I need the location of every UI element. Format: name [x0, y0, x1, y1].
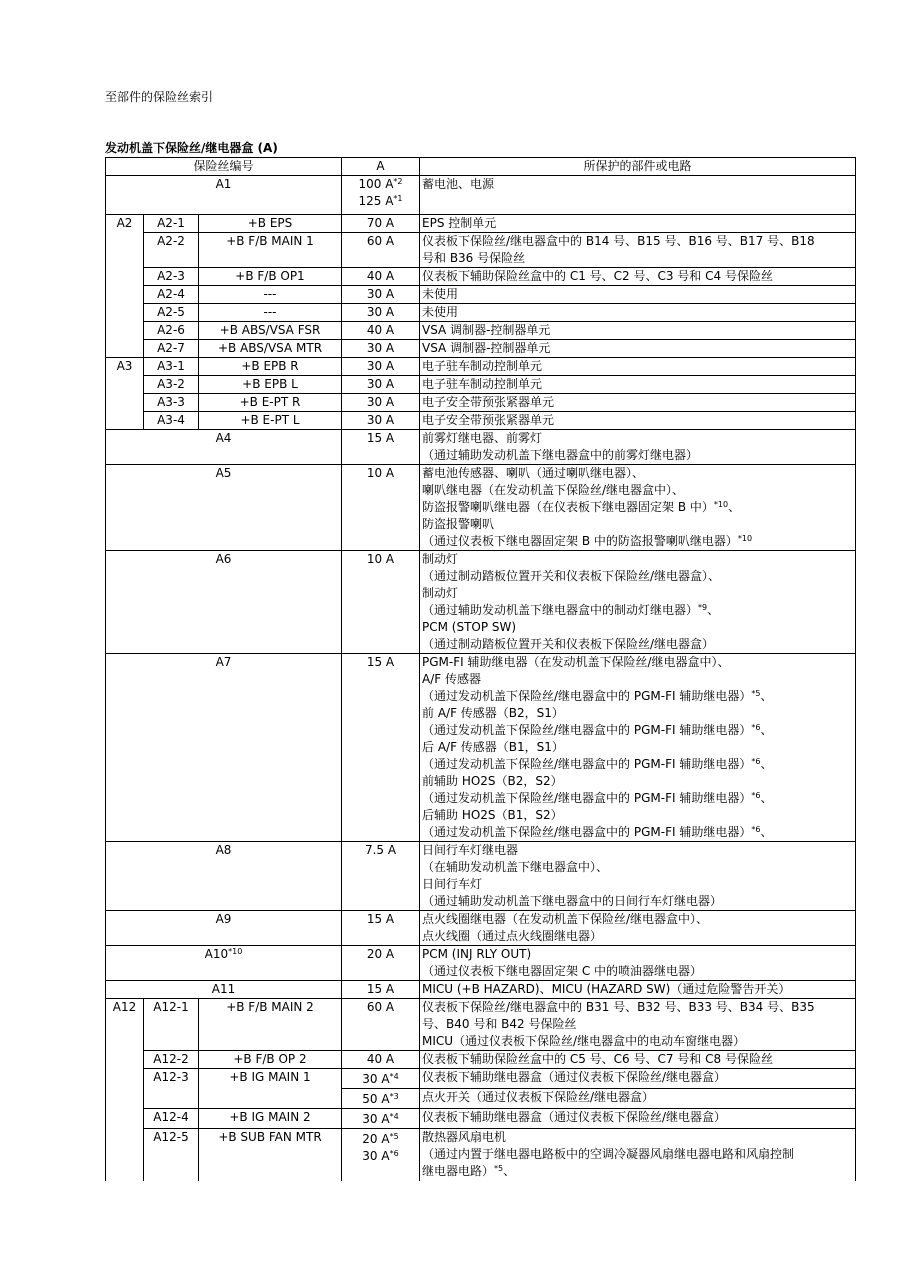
- fuse-name: +B F/B MAIN 2: [199, 999, 342, 1051]
- fuse-name: +B SUB FAN MTR: [199, 1129, 342, 1182]
- sub-fuse-id: A2-2: [144, 233, 199, 268]
- amp-cell: 15 A: [342, 654, 420, 842]
- sub-fuse-id: A2-1: [144, 215, 199, 233]
- fuse-name: +B F/B OP 2: [199, 1051, 342, 1069]
- amp-cell: 70 A: [342, 215, 420, 233]
- fuse-name: ---: [199, 304, 342, 322]
- header-row: [106, 158, 856, 176]
- table-row: [106, 999, 856, 1051]
- table-row: [106, 430, 856, 465]
- circuit-cell: 仪表板下辅助保险丝盒中的 C5 号、C6 号、C7 号和 C8 号保险丝: [420, 1051, 856, 1069]
- circuit-cell: 仪表板下辅助继电器盒（通过仪表板下保险丝/继电器盒）: [420, 1109, 856, 1129]
- circuit-cell: 制动灯 （通过制动踏板位置开关和仪表板下保险丝/继电器盒）、 制动灯 （通过辅助发动机盖下继电器盒中的制动灯继电器）$^{*9}$、 PCM (STOP SW) （通过制动踏板位置开关和仪表板下保险丝/继电器盒）: [420, 551, 856, 654]
- amp-cell: 20 A: [342, 946, 420, 981]
- circuit-cell: PGM-FI 辅助继电器（在发动机盖下保险丝/继电器盒中）、 A/F 传感器 （通过发动机盖下保险丝/继电器盒中的 PGM-FI 辅助继电器）$^{*5}$、 前 A/F 传感器（B2，S1） （通过发动机盖下保险丝/继电器盒中的 PGM-FI 辅助继电器）$^{*6}$、 后 A/F 传感器（B1，S1） （通过发动机盖下保险丝/继电器盒中的 PGM-FI 辅助继电器）$^{*6}$、 前辅助 HO2S（B2，S2） （通过发动机盖下保险丝/继电器盒中的 PGM-FI 辅助继电器）$^{*6}$、 后辅助 HO2S（B1，S2） （通过发动机盖下保险丝/继电器盒中的 PGM-FI 辅助继电器）$^{*6}$、: [420, 654, 856, 842]
- amp-cell: 15 A: [342, 911, 420, 946]
- table-row: [106, 946, 856, 981]
- fuse-name: +B E-PT R: [199, 394, 342, 412]
- amp-cell: 40 A: [342, 322, 420, 340]
- fuse-table: [105, 157, 856, 1181]
- sub-fuse-id: A12-1: [144, 999, 199, 1051]
- fuse-name: +B E-PT L: [199, 412, 342, 430]
- table-row: [106, 1109, 856, 1129]
- table-row: [106, 1051, 856, 1069]
- circuit-cell: 前雾灯继电器、前雾灯 （通过辅助发动机盖下继电器盒中的前雾灯继电器）: [420, 430, 856, 465]
- table-row: [106, 376, 856, 394]
- sub-fuse-id: A2-7: [144, 340, 199, 358]
- amp-cell: 30 A: [342, 412, 420, 430]
- sub-fuse-id: A3-4: [144, 412, 199, 430]
- sub-fuse-id: A12-4: [144, 1109, 199, 1129]
- fuse-no: A10$^{*10}$: [106, 946, 342, 981]
- amp-cell: 15 A: [342, 981, 420, 999]
- fuse-name: +B ABS/VSA MTR: [199, 340, 342, 358]
- circuit-cell: 仪表板下辅助继电器盒（通过仪表板下保险丝/继电器盒）: [420, 1069, 856, 1089]
- amp-cell: 10 A: [342, 465, 420, 551]
- sub-fuse-id: A2-4: [144, 286, 199, 304]
- sub-fuse-id: A2-5: [144, 304, 199, 322]
- fuse-group: A2: [106, 215, 144, 358]
- table-row: [106, 233, 856, 268]
- table-row: [106, 322, 856, 340]
- fuse-no: A7: [106, 654, 342, 842]
- fuse-name: +B EPB R: [199, 358, 342, 376]
- table-row: [106, 551, 856, 654]
- fuse-name: +B IG MAIN 2: [199, 1109, 342, 1129]
- fuse-no: A4: [106, 430, 342, 465]
- amp-cell: 100 $A^{*2}$ 125 $A^{*1}$: [342, 176, 420, 215]
- sub-fuse-id: A2-3: [144, 268, 199, 286]
- fuse-no: A8: [106, 842, 342, 911]
- circuit-cell: 仪表板下辅助保险丝盒中的 C1 号、C2 号、C3 号和 C4 号保险丝: [420, 268, 856, 286]
- amp-cell: 60 A: [342, 999, 420, 1051]
- amp-cell: 30 A: [342, 376, 420, 394]
- sub-fuse-id: A3-3: [144, 394, 199, 412]
- circuit-cell: 仪表板下保险丝/继电器盒中的 B31 号、B32 号、B33 号、B34 号、B35 号、B40 号和 B42 号保险丝 MICU（通过仪表板下保险丝/继电器盒中的电动车窗继电器）: [420, 999, 856, 1051]
- fuse-name: +B ABS/VSA FSR: [199, 322, 342, 340]
- table-row: [106, 911, 856, 946]
- fuse-name: +B F/B OP1: [199, 268, 342, 286]
- table-row: [106, 176, 856, 215]
- circuit-cell: 蓄电池、电源: [420, 176, 856, 215]
- table-row: [106, 1129, 856, 1182]
- page-heading: 至部件的保险丝索引: [105, 90, 214, 104]
- table-title: 发动机盖下保险丝/继电器盒 (A): [105, 141, 278, 155]
- circuit-cell: 电子安全带预张紧器单元: [420, 412, 856, 430]
- circuit-cell: MICU (+B HAZARD)、MICU (HAZARD SW)（通过危险警告开关）: [420, 981, 856, 999]
- circuit-cell: VSA 调制器-控制器单元: [420, 340, 856, 358]
- circuit-cell: 点火开关（通过仪表板下保险丝/继电器盒）: [420, 1089, 856, 1109]
- circuit-cell: 日间行车灯继电器 （在辅助发动机盖下继电器盒中）、 日间行车灯 （通过辅助发动机盖下继电器盒中的日间行车灯继电器）: [420, 842, 856, 911]
- fuse-group: A3: [106, 358, 144, 430]
- amp-cell: 15 A: [342, 430, 420, 465]
- fuse-name: +B IG MAIN 1: [199, 1069, 342, 1109]
- circuit-cell: EPS 控制单元: [420, 215, 856, 233]
- table-row: [106, 981, 856, 999]
- amp-cell: 30 A: [342, 358, 420, 376]
- sub-fuse-id: A2-6: [144, 322, 199, 340]
- circuit-cell: 仪表板下保险丝/继电器盒中的 B14 号、B15 号、B16 号、B17 号、B18 号和 B36 号保险丝: [420, 233, 856, 268]
- circuit-cell: VSA 调制器-控制器单元: [420, 322, 856, 340]
- table-row: [106, 340, 856, 358]
- fuse-name: +B F/B MAIN 1: [199, 233, 342, 268]
- table-row: [106, 412, 856, 430]
- header-amp: A: [342, 158, 420, 176]
- table-row: [106, 465, 856, 551]
- fuse-group: A12: [106, 999, 144, 1182]
- amp-cell: 20 $A^{*5}$ 30 $A^{*6}$: [342, 1129, 420, 1182]
- header-circuit: 所保护的部件或电路: [420, 158, 856, 176]
- circuit-cell: 未使用: [420, 286, 856, 304]
- sub-fuse-id: A12-3: [144, 1069, 199, 1109]
- fuse-no: A1: [106, 176, 342, 215]
- fuse-name: +B EPB L: [199, 376, 342, 394]
- amp-cell: 30 A: [342, 304, 420, 322]
- table-row: [106, 304, 856, 322]
- fuse-no: A5: [106, 465, 342, 551]
- amp-cell: 30 $A^{*4}$: [342, 1069, 420, 1089]
- fuse-no: A11: [106, 981, 342, 999]
- circuit-cell: 散热器风扇电机 （通过内置于继电器电路板中的空调冷凝器风扇继电器电路和风扇控制 继电器电路）$^{*5}$、: [420, 1129, 856, 1182]
- circuit-cell: PCM (INJ RLY OUT) （通过仪表板下继电器固定架 C 中的喷油器继电器）: [420, 946, 856, 981]
- amp-cell: 30 A: [342, 340, 420, 358]
- sub-fuse-id: A12-2: [144, 1051, 199, 1069]
- amp-cell: 60 A: [342, 233, 420, 268]
- table-row: [106, 215, 856, 233]
- circuit-cell: 点火线圈继电器（在发动机盖下保险丝/继电器盒中）、 点火线圈（通过点火线圈继电器）: [420, 911, 856, 946]
- table-row: [106, 1069, 856, 1089]
- table-row: [106, 842, 856, 911]
- amp-cell: 50 $A^{*3}$: [342, 1089, 420, 1109]
- table-row: [106, 654, 856, 842]
- amp-cell: 30 $A^{*4}$: [342, 1109, 420, 1129]
- table-row: [106, 268, 856, 286]
- amp-cell: 40 A: [342, 268, 420, 286]
- circuit-cell: 蓄电池传感器、喇叭（通过喇叭继电器）、 喇叭继电器（在发动机盖下保险丝/继电器盒中）、 防盗报警喇叭继电器（在仪表板下继电器固定架 B 中）$^{*10}$、 防盗报警喇叭 （通过仪表板下继电器固定架 B 中的防盗报警喇叭继电器）$^{*10}$: [420, 465, 856, 551]
- table-row: [106, 358, 856, 376]
- sub-fuse-id: A12-5: [144, 1129, 199, 1182]
- circuit-cell: 电子驻车制动控制单元: [420, 376, 856, 394]
- amp-cell: 40 A: [342, 1051, 420, 1069]
- amp-cell: 30 A: [342, 286, 420, 304]
- table-row: [106, 286, 856, 304]
- circuit-cell: 电子驻车制动控制单元: [420, 358, 856, 376]
- sub-fuse-id: A3-1: [144, 358, 199, 376]
- circuit-cell: 电子安全带预张紧器单元: [420, 394, 856, 412]
- header-fuse-no: 保险丝编号: [106, 158, 342, 176]
- amp-cell: 7.5 A: [342, 842, 420, 911]
- table-row: [106, 394, 856, 412]
- fuse-name: +B EPS: [199, 215, 342, 233]
- fuse-name: ---: [199, 286, 342, 304]
- fuse-no: A6: [106, 551, 342, 654]
- amp-cell: 10 A: [342, 551, 420, 654]
- amp-cell: 30 A: [342, 394, 420, 412]
- circuit-cell: 未使用: [420, 304, 856, 322]
- fuse-no: A9: [106, 911, 342, 946]
- sub-fuse-id: A3-2: [144, 376, 199, 394]
